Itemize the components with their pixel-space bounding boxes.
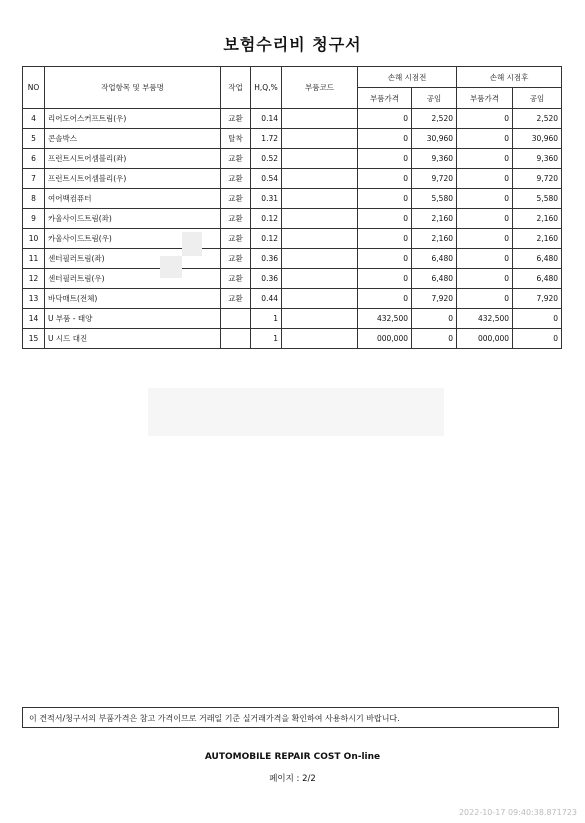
row-code	[282, 329, 358, 349]
header-hours: H,Q,%	[251, 67, 282, 109]
row-code	[282, 109, 358, 129]
header-no: NO	[23, 67, 45, 109]
header-labor-after: 공임	[513, 88, 562, 109]
row-hours: 0.12	[251, 229, 282, 249]
row-work: 탈착	[221, 129, 251, 149]
row-part-price-after: 000,000	[457, 329, 513, 349]
table-row	[23, 169, 562, 189]
row-item: 센터필러트림(좌)	[45, 249, 221, 269]
row-labor-before: 6,480	[412, 249, 457, 269]
redaction-block	[160, 256, 182, 278]
row-code	[282, 169, 358, 189]
row-item: 프런트시트어셈블리(우)	[45, 169, 221, 189]
header-part-price-after: 부품가격	[457, 88, 513, 109]
row-no: 15	[23, 329, 45, 349]
row-part-price-after: 0	[457, 289, 513, 309]
row-work: 교환	[221, 209, 251, 229]
row-work	[221, 329, 251, 349]
row-item: 리어도어스커프트림(우)	[45, 109, 221, 129]
row-part-price-after: 0	[457, 249, 513, 269]
header-after: 손해 시점후	[457, 67, 562, 88]
row-no: 5	[23, 129, 45, 149]
row-labor-before: 6,480	[412, 269, 457, 289]
row-no: 8	[23, 189, 45, 209]
repair-cost-table	[22, 66, 562, 349]
table-row	[23, 289, 562, 309]
row-work	[221, 309, 251, 329]
header-labor-before: 공임	[412, 88, 457, 109]
row-no: 14	[23, 309, 45, 329]
table-row	[23, 329, 562, 349]
row-code	[282, 149, 358, 169]
row-item: 카울사이드트림(우)	[45, 229, 221, 249]
row-labor-before: 7,920	[412, 289, 457, 309]
row-code	[282, 249, 358, 269]
page-number: 페이지 : 2/2	[269, 774, 316, 784]
row-part-price-before: 0	[358, 169, 412, 189]
table-row	[23, 209, 562, 229]
row-part-price-before: 0	[358, 289, 412, 309]
table-row	[23, 189, 562, 209]
row-part-price-after: 0	[457, 109, 513, 129]
row-part-price-before: 0	[358, 129, 412, 149]
row-part-price-before: 432,500	[358, 309, 412, 329]
row-labor-after: 2,520	[513, 109, 562, 129]
row-part-price-after: 0	[457, 149, 513, 169]
watermark	[148, 388, 444, 436]
row-code	[282, 309, 358, 329]
row-labor-after: 9,360	[513, 149, 562, 169]
row-work: 교환	[221, 109, 251, 129]
redaction-block	[182, 232, 202, 256]
row-labor-after: 0	[513, 329, 562, 349]
row-part-price-after: 0	[457, 209, 513, 229]
row-code	[282, 209, 358, 229]
row-labor-after: 6,480	[513, 269, 562, 289]
row-part-price-after: 0	[457, 129, 513, 149]
row-item: U 부품 - 태양	[45, 309, 221, 329]
row-no: 6	[23, 149, 45, 169]
row-no: 7	[23, 169, 45, 189]
header-part-price-before: 부품가격	[358, 88, 412, 109]
row-labor-before: 9,720	[412, 169, 457, 189]
row-work: 교환	[221, 249, 251, 269]
row-labor-after: 9,720	[513, 169, 562, 189]
row-labor-after: 30,960	[513, 129, 562, 149]
row-labor-after: 2,160	[513, 209, 562, 229]
header-code: 부품코드	[282, 67, 358, 109]
row-work: 교환	[221, 289, 251, 309]
row-labor-before: 9,360	[412, 149, 457, 169]
row-hours: 0.54	[251, 169, 282, 189]
header-item: 작업항목 및 부품명	[45, 67, 221, 109]
row-item: 프런트시트어셈블리(좌)	[45, 149, 221, 169]
row-no: 12	[23, 269, 45, 289]
row-labor-before: 0	[412, 329, 457, 349]
row-hours: 0.36	[251, 249, 282, 269]
row-labor-before: 2,160	[412, 229, 457, 249]
row-code	[282, 269, 358, 289]
row-part-price-before: 0	[358, 229, 412, 249]
row-hours: 1.72	[251, 129, 282, 149]
row-part-price-before: 000,000	[358, 329, 412, 349]
row-hours: 0.52	[251, 149, 282, 169]
row-part-price-before: 0	[358, 109, 412, 129]
row-labor-after: 0	[513, 309, 562, 329]
row-work: 교환	[221, 189, 251, 209]
row-code	[282, 289, 358, 309]
row-part-price-before: 0	[358, 269, 412, 289]
table-row	[23, 149, 562, 169]
row-work: 교환	[221, 229, 251, 249]
document-title: 보험수리비 청구서	[223, 35, 362, 54]
row-labor-before: 30,960	[412, 129, 457, 149]
row-work: 교환	[221, 269, 251, 289]
table-row	[23, 229, 562, 249]
footer-title: AUTOMOBILE REPAIR COST On-line	[204, 752, 381, 762]
row-hours: 1	[251, 309, 282, 329]
table-row	[23, 129, 562, 149]
row-part-price-before: 0	[358, 249, 412, 269]
row-hours: 0.12	[251, 209, 282, 229]
row-item: 콘솔박스	[45, 129, 221, 149]
row-labor-before: 2,160	[412, 209, 457, 229]
row-part-price-before: 0	[358, 189, 412, 209]
table-body	[23, 109, 562, 349]
row-no: 4	[23, 109, 45, 129]
row-part-price-after: 0	[457, 189, 513, 209]
row-code	[282, 229, 358, 249]
row-no: 10	[23, 229, 45, 249]
table-row	[23, 309, 562, 329]
row-code	[282, 129, 358, 149]
row-labor-after: 6,480	[513, 249, 562, 269]
price-notice: 이 견적서/청구서의 부품가격은 참고 가격이므로 거래일 기준 실거래가격을 확인하여 사용하시기 바랍니다.	[22, 707, 559, 728]
row-item: U 시드 대진	[45, 329, 221, 349]
row-labor-after: 5,580	[513, 189, 562, 209]
row-work: 교환	[221, 169, 251, 189]
header-before: 손해 시점전	[358, 67, 457, 88]
row-item: 카울사이드트림(좌)	[45, 209, 221, 229]
header-work: 작업	[221, 67, 251, 109]
row-no: 13	[23, 289, 45, 309]
row-work: 교환	[221, 149, 251, 169]
row-labor-after: 2,160	[513, 229, 562, 249]
row-item: 바닥매트(전체)	[45, 289, 221, 309]
row-part-price-after: 0	[457, 169, 513, 189]
table-row	[23, 109, 562, 129]
row-labor-before: 0	[412, 309, 457, 329]
row-hours: 1	[251, 329, 282, 349]
table-row	[23, 269, 562, 289]
row-labor-before: 2,520	[412, 109, 457, 129]
row-part-price-after: 432,500	[457, 309, 513, 329]
table-row	[23, 249, 562, 269]
row-item: 여어백컴퓨터	[45, 189, 221, 209]
row-no: 11	[23, 249, 45, 269]
row-item: 센터필러트림(우)	[45, 269, 221, 289]
row-labor-before: 5,580	[412, 189, 457, 209]
row-hours: 0.31	[251, 189, 282, 209]
row-part-price-after: 0	[457, 229, 513, 249]
row-hours: 0.44	[251, 289, 282, 309]
row-no: 9	[23, 209, 45, 229]
row-hours: 0.36	[251, 269, 282, 289]
row-labor-after: 7,920	[513, 289, 562, 309]
row-part-price-after: 0	[457, 269, 513, 289]
row-part-price-before: 0	[358, 149, 412, 169]
row-code	[282, 189, 358, 209]
row-part-price-before: 0	[358, 209, 412, 229]
row-hours: 0.14	[251, 109, 282, 129]
print-timestamp: 2022-10-17 09:40:38.871723	[458, 808, 577, 817]
